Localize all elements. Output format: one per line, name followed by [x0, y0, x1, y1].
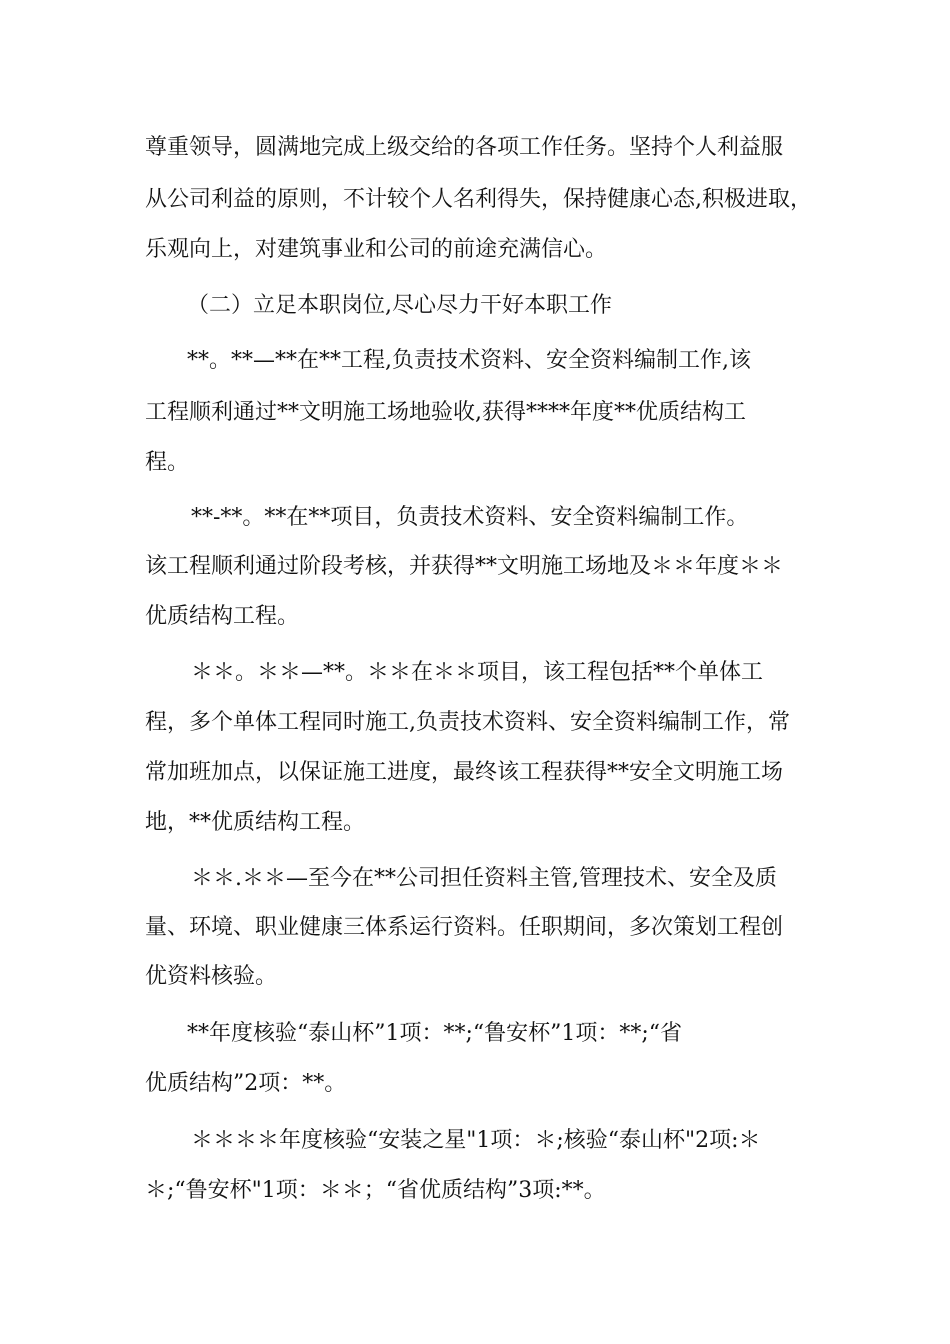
text-line-20: ＊＊＊＊年度核验“安装之星"1项：＊;核验“泰山杯"2项:＊	[191, 1128, 761, 1153]
text-line-1: 尊重领导，圆满地完成上级交给的各项工作任务。坚持个人利益服	[145, 135, 784, 160]
text-line-8: **-**。**在**项目，负责技术资料、安全资料编制工作。	[191, 505, 749, 530]
text-line-14: 地，**优质结构工程。	[145, 810, 366, 835]
text-line-18: **年度核验“泰山杯”1项：**;“鲁安杯”1项：**;“省	[187, 1021, 683, 1046]
text-line-13: 常加班加点，以保证施工进度，最终该工程获得**安全文明施工场	[145, 760, 784, 785]
text-line-21: ＊;“鲁安杯"1项：＊＊；“省优质结构”3项:**。	[145, 1178, 606, 1203]
text-line-2: 从公司利益的原则，不计较个人名利得失，保持健康心态,积极进取，	[145, 187, 812, 212]
text-line-16: 量、环境、职业健康三体系运行资料。任职期间，多次策划工程创	[145, 915, 784, 940]
text-line-9: 该工程顺利通过阶段考核，并获得**文明施工场地及＊＊年度＊＊	[145, 554, 784, 579]
text-line-19: 优质结构”2项：**。	[145, 1071, 347, 1096]
section-heading: （二）立足本职岗位,尽心尽力干好本职工作	[187, 293, 612, 318]
text-line-11: ＊＊。＊＊—**。＊＊在＊＊项目，该工程包括**个单体工	[191, 660, 764, 685]
text-line-3: 乐观向上，对建筑事业和公司的前途充满信心。	[145, 237, 608, 262]
text-line-17: 优资料核验。	[145, 964, 278, 989]
text-line-12: 程，多个单体工程同时施工,负责技术资料、安全资料编制工作，常	[145, 710, 790, 735]
text-line-10: 优质结构工程。	[145, 604, 300, 629]
text-line-5: **。**—**在**工程,负责技术资料、安全资料编制工作,该	[187, 348, 751, 373]
text-line-6: 工程顺利通过**文明施工场地验收,获得****年度**优质结构工	[145, 400, 746, 425]
text-line-15: ＊＊.＊＊—至今在**公司担任资料主管,管理技术、安全及质	[191, 866, 777, 891]
text-line-7: 程。	[145, 450, 190, 475]
